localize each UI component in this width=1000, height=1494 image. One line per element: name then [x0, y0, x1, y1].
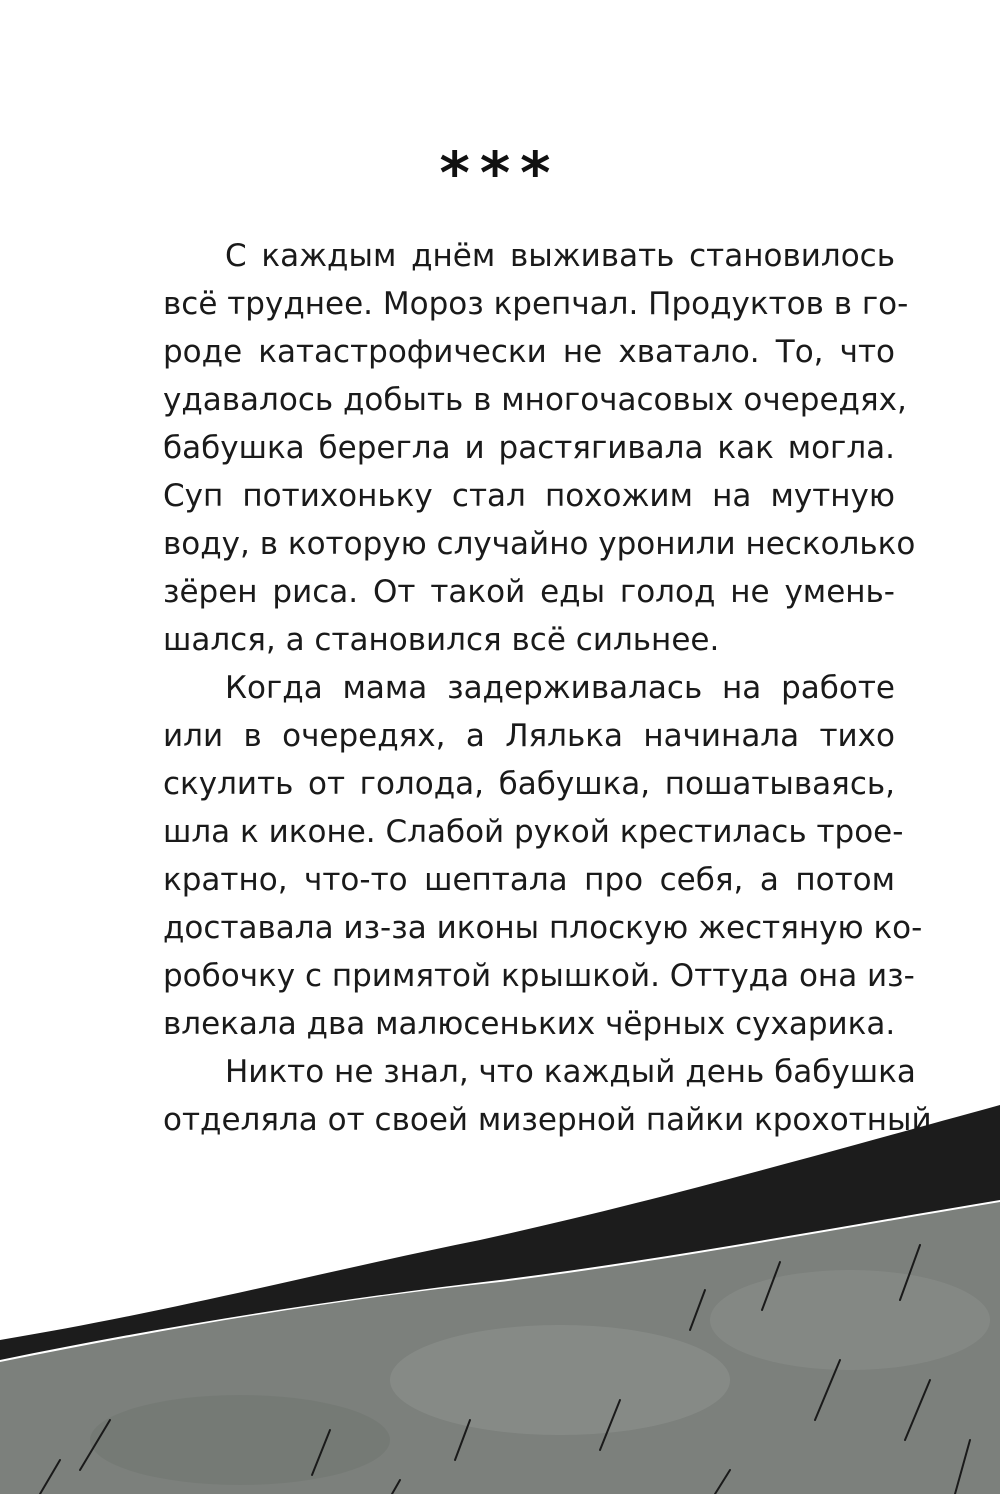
paragraph-2	[163, 664, 923, 1048]
text-line: Никто не знал, что каждый день бабушка	[225, 1054, 916, 1090]
text-line: скулить от голода, бабушка, пошатываясь,	[163, 766, 895, 802]
text-line: шался, а становился всё сильнее.	[163, 622, 720, 658]
text-line: отделяла от своей мизерной пайки крохотный	[163, 1102, 932, 1138]
body-text	[163, 232, 932, 1144]
text-line: влекала два малюсеньких чёрных сухарика.	[163, 1006, 896, 1042]
text-line: или в очередях, а Лялька начинала тихо	[163, 718, 895, 754]
text-line: С каждым днём выживать становилось	[225, 238, 895, 274]
text-line: Когда мама задерживалась на работе	[225, 670, 895, 706]
text-line: шла к иконе. Слабой рукой крестилась трое-	[163, 814, 904, 850]
text-line: всё труднее. Мороз крепчал. Продуктов в го-	[163, 286, 909, 322]
text-line: бабушка берегла и растягивала как могла.	[163, 430, 895, 466]
text-line: зёрен риса. От такой еды голод не умень-	[163, 574, 895, 610]
paragraph-1	[163, 232, 916, 664]
text-line: кратно, что-то шептала про себя, а потом	[163, 862, 895, 898]
text-line: робочку с примятой крышкой. Оттуда она из-	[163, 958, 915, 994]
text-line: удавалось добыть в многочасовых очередях,	[163, 382, 907, 418]
text-line: Суп потихоньку стал похожим на мутную	[163, 478, 895, 514]
text-line: воду, в которую случайно уронили несколько	[163, 526, 916, 562]
section-separator: ***	[439, 139, 561, 207]
text-line: роде катастрофически не хватало. То, что	[163, 334, 895, 370]
text-line: доставала из-за иконы плоскую жестяную ко-	[163, 910, 923, 946]
paragraph-3	[163, 1048, 932, 1144]
